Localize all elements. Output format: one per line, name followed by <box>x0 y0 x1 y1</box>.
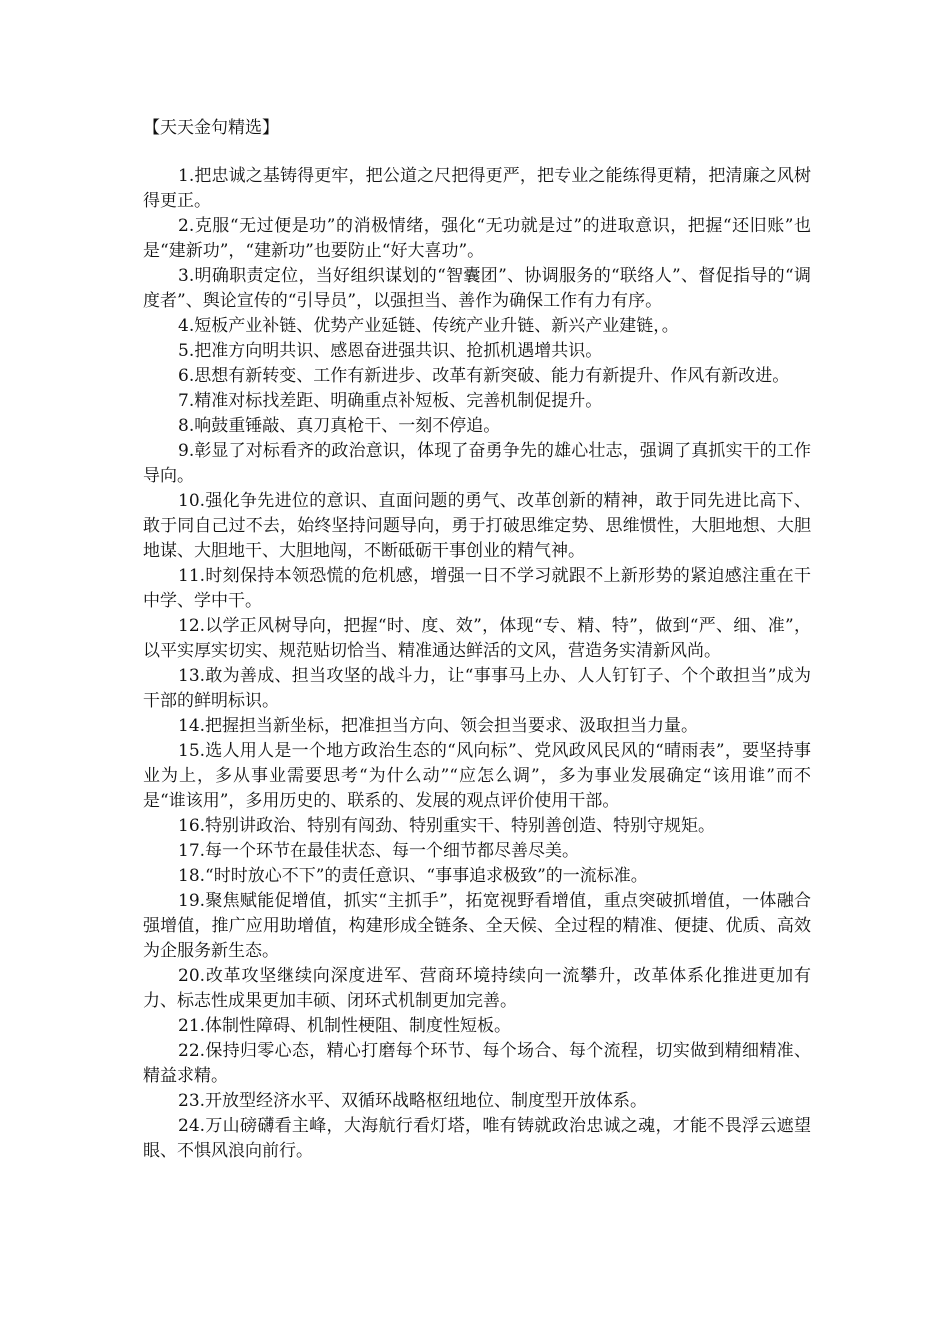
quote-item-4: 4.短板产业补链、优势产业延链、传统产业升链、新兴产业建链，。 <box>178 316 679 336</box>
quote-item-16: 16.特别讲政治、特别有闯劲、特别重实干、特别善创造、特别守规矩。 <box>178 816 716 836</box>
quote-item-5: 5.把准方向明共识、感恩奋进强共识、抢抓机遇增共识。 <box>178 341 603 361</box>
quote-item-10: 10.强化争先进位的意识、直面问题的勇气、改革创新的精神，敢于同先进比高下、敢于同自己过不去，始终坚持问题导向，勇于打破思维定势、思维惯性，大胆地想、大胆地谋、大胆地干、大胆地闯，不断砥砺干事创业的精气神。 <box>143 491 811 561</box>
quote-item-13: 13.敢为善成、担当攻坚的战斗力，让“事事马上办、人人钉钉子、个个敢担当”成为干部的鲜明标识。 <box>143 666 811 711</box>
quote-item-11: 11.时刻保持本领恐慌的危机感，增强一日不学习就跟不上新形势的紧迫感注重在干中学、学中干。 <box>143 566 811 611</box>
quote-item-12: 12.以学正风树导向，把握“时、度、效”，体现“专、精、特”，做到“严、细、准”，以平实厚实切实、规范贴切恰当、精准通达鲜活的文风，营造务实清新风尚。 <box>143 616 811 661</box>
quote-item-19: 19.聚焦赋能促增值，抓实“主抓手”，拓宽视野看增值，重点突破抓增值，一体融合强增值，推广应用助增值，构建形成全链条、全天候、全过程的精准、便捷、优质、高效为企服务新生态。 <box>143 891 811 961</box>
quote-item-1: 1.把忠诚之基铸得更牢，把公道之尺把得更严，把专业之能练得更精，把清廉之风树得更正。 <box>143 166 811 211</box>
document-page <box>143 116 811 1164</box>
quote-item-18: 18.“时时放心不下”的责任意识、“事事追求极致”的一流标准。 <box>178 866 648 886</box>
quote-item-9: 9.彰显了对标看齐的政治意识，体现了奋勇争先的雄心壮志，强调了真抓实干的工作导向。 <box>143 441 811 486</box>
quote-item-21: 21.体制性障碍、机制性梗阻、制度性短板。 <box>178 1016 512 1036</box>
quote-item-8: 8.响鼓重锤敲、真刀真枪干、一刻不停追。 <box>178 416 501 436</box>
quote-item-24: 24.万山磅礴看主峰，大海航行看灯塔，唯有铸就政治忠诚之魂，才能不畏浮云遮望眼、不惧风浪向前行。 <box>143 1116 811 1161</box>
quote-item-6: 6.思想有新转变、工作有新进步、改革有新突破、能力有新提升、作风有新改进。 <box>178 366 790 386</box>
quote-item-14: 14.把握担当新坐标，把准担当方向、领会担当要求、汲取担当力量。 <box>178 716 699 736</box>
quote-item-15: 15.选人用人是一个地方政治生态的“风向标”、党风政风民风的“晴雨表”，要坚持事业为上，多从事业需要思考“为什么动”“应怎么调”，多为事业发展确定“该用谁”而不是“谁该用”，多用历史的、联系的、发展的观点评价使用干部。 <box>143 741 811 811</box>
quote-item-22: 22.保持归零心态，精心打磨每个环节、每个场合、每个流程，切实做到精细精准、精益求精。 <box>143 1041 811 1086</box>
quote-item-20: 20.改革攻坚继续向深度进军、营商环境持续向一流攀升，改革体系化推进更加有力、标志性成果更加丰硕、闭环式机制更加完善。 <box>143 966 811 1011</box>
page-title: 【天天金句精选】 <box>143 118 279 138</box>
quote-item-2: 2.克服“无过便是功”的消极情绪，强化“无功就是过”的进取意识，把握“还旧账”也是“建新功”，“建新功”也要防止“好大喜功”。 <box>143 216 811 261</box>
quote-item-7: 7.精准对标找差距、明确重点补短板、完善机制促提升。 <box>178 391 603 411</box>
quote-item-17: 17.每一个环节在最佳状态、每一个细节都尽善尽美。 <box>178 841 580 861</box>
quote-item-3: 3.明确职责定位，当好组织谋划的“智囊团”、协调服务的“联络人”、督促指导的“调度者”、舆论宣传的“引导员”，以强担当、善作为确保工作有力有序。 <box>143 266 811 311</box>
quote-item-23: 23.开放型经济水平、双循环战略枢纽地位、制度型开放体系。 <box>178 1091 648 1111</box>
